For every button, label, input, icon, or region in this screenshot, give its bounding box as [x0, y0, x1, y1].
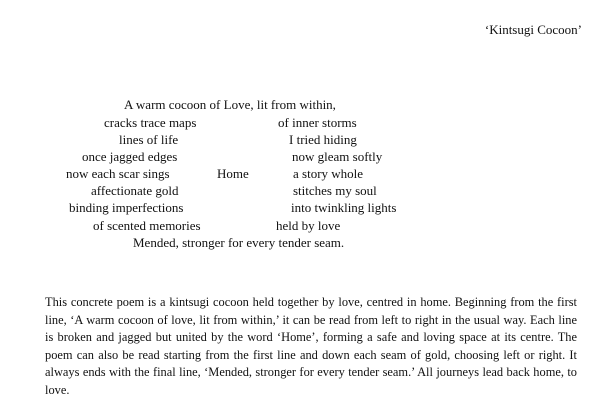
poem-left-line: lines of life — [119, 132, 179, 147]
poem-left-line: once jagged edges — [82, 149, 178, 164]
poem-description: This concrete poem is a kintsugi cocoon held together by love, centred in home. Beginning from the first line, ‘A warm cocoon of love, lit from within,’ it can be read from left to right in the usual way. Each line is broken and jagged but united by the word ‘Home’, forming a safe and loving space at its centre. The poem can also be read starting from the first line and down each seam of gold, choosing left or right. It always ends with the final line, ‘Mended, stronger for every tender seam.’ All journeys lead back home, to love. — [45, 295, 577, 397]
poem-title: ‘Kintsugi Cocoon’ — [484, 22, 582, 37]
poem-left-line: affectionate gold — [91, 183, 179, 198]
poem-right-line: stitches my soul — [293, 183, 377, 198]
poem-left-line: binding imperfections — [69, 200, 184, 215]
poem-center-word: Home — [217, 166, 249, 181]
poem-right-line: I tried hiding — [289, 132, 357, 147]
poem-right-line: a story whole — [293, 166, 364, 181]
poem-right-line: of inner storms — [278, 115, 357, 130]
poem-right-line: into twinkling lights — [291, 200, 397, 215]
poem-first-line: A warm cocoon of Love, lit from within, — [124, 97, 336, 112]
poem-right-line: held by love — [276, 218, 341, 233]
poem-left-line: of scented memories — [93, 218, 201, 233]
poem-left-line: now each scar sings — [66, 166, 170, 181]
poem-left-line: cracks trace maps — [104, 115, 197, 130]
poem-right-line: now gleam softly — [292, 149, 383, 164]
poem-last-line: Mended, stronger for every tender seam. — [133, 235, 345, 250]
